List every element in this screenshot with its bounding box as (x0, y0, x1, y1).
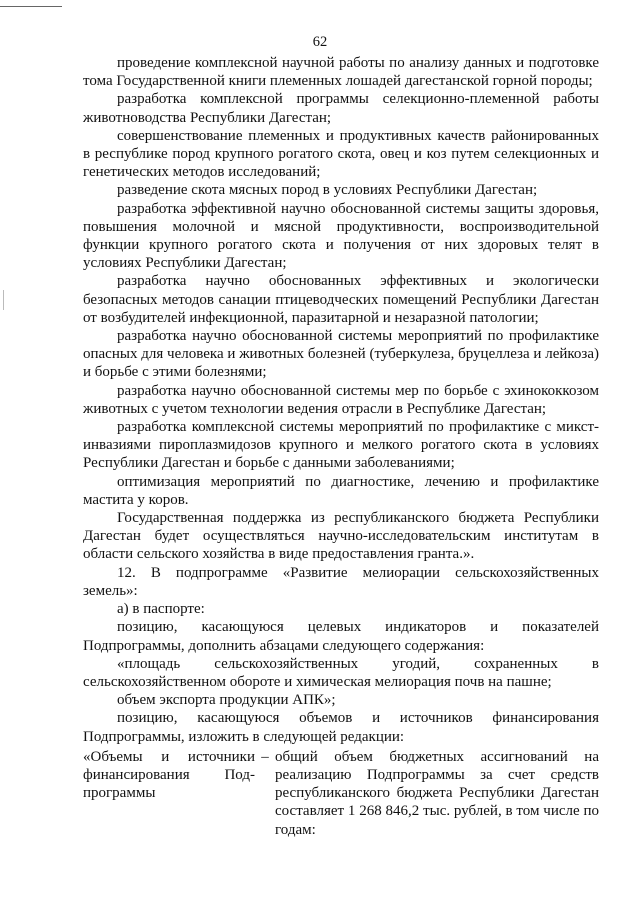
paragraph: а) в паспорте: (117, 601, 205, 618)
document-body (83, 54, 599, 839)
paragraph: Государственная поддержка из республиканского бюджета Республики Дагестан будет осуществляться научно-исследовательским институтам в области сельского хозяйства в виде предоставления гранта.». (83, 510, 599, 563)
scan-mark (3, 290, 4, 310)
paragraph: позицию, касающуюся целевых индикаторов и показателей Подпрограммы, дополнить абзацами следующего содержания: (83, 619, 599, 654)
paragraph: оптимизация мероприятий по диагностике, лечению и профилактике мастита у коров. (83, 473, 599, 508)
funding-table-row (83, 748, 599, 839)
paragraph: разработка эффективной научно обоснованной системы защиты здоровья, повышения молочной и мясной продуктивности, воспроизводительной функции крупного рогатого скота и получения от них здоровых телят в условиях Республики Дагестан; (83, 200, 599, 272)
paragraph: совершенствование племенных и продуктивных качеств районированных в республике пород крупного рогатого скота, овец и коз путем селекционных и генетических методов исследований; (83, 127, 599, 181)
paragraph: объем экспорта продукции АПК»; (117, 692, 336, 709)
paragraph: 12. В подпрограмме «Развитие мелиорации сельскохозяйственных земель»: (83, 564, 599, 599)
paragraph: разработка научно обоснованной системы мероприятий по профилактике опасных для человека и животных болезней (туберкулеза, бруцеллеза и лейкоза) и борьбе с этими болезнями; (83, 328, 599, 381)
paragraph: позицию, касающуюся объемов и источников финансирования Подпрограммы, изложить в следующей редакции: (83, 710, 599, 745)
top-rule (0, 6, 62, 7)
paragraph: разработка научно обоснованной системы мер по борьбе с эхинококкозом животных с учетом технологии ведения отрасли в Республике Дагестан; (83, 382, 599, 417)
paragraph: разработка комплексной программы селекционно-племенной работы животноводства Республики Дагестан; (83, 91, 599, 126)
paragraph: разработка научно обоснованных эффективных и экологически безопасных методов санации птицеводческих помещений Республики Дагестан от возбудителей инфекционной, паразитарной и незаразной патологии; (83, 273, 599, 326)
funding-table-value: общий объем бюджетных ассигнований на реализацию Подпрограммы за счет средств республиканского бюджета Республики Дагестан составляет 1 268 846,2 тыс. рублей, в том числе по годам: (275, 748, 599, 838)
paragraph: «площадь сельскохозяйственных угодий, сохраненных в сельскохозяйственном обороте и химическая мелиорация почв на пашне; (83, 655, 599, 690)
label-line: финансирования Под- (83, 766, 255, 783)
paragraph: разведение скота мясных пород в условиях Республики Дагестан; (117, 182, 538, 199)
funding-table-label (83, 748, 255, 839)
funding-table-dash: – (261, 748, 269, 765)
label-line: «Объемы и источники (83, 748, 255, 765)
label-line: программы (83, 785, 156, 802)
paragraph: проведение комплексной научной работы по анализу данных и подготовке тома Государственной книги племенных лошадей дагестанской горной породы; (83, 55, 599, 90)
page-number: 62 (312, 34, 328, 50)
paragraph: разработка комплексной системы мероприятий по профилактике с микст-инвазиями пироплазмидозов крупного и мелкого рогатого скота в условиях Республики Дагестан и борьбе с данными заболеваниями; (83, 419, 599, 472)
